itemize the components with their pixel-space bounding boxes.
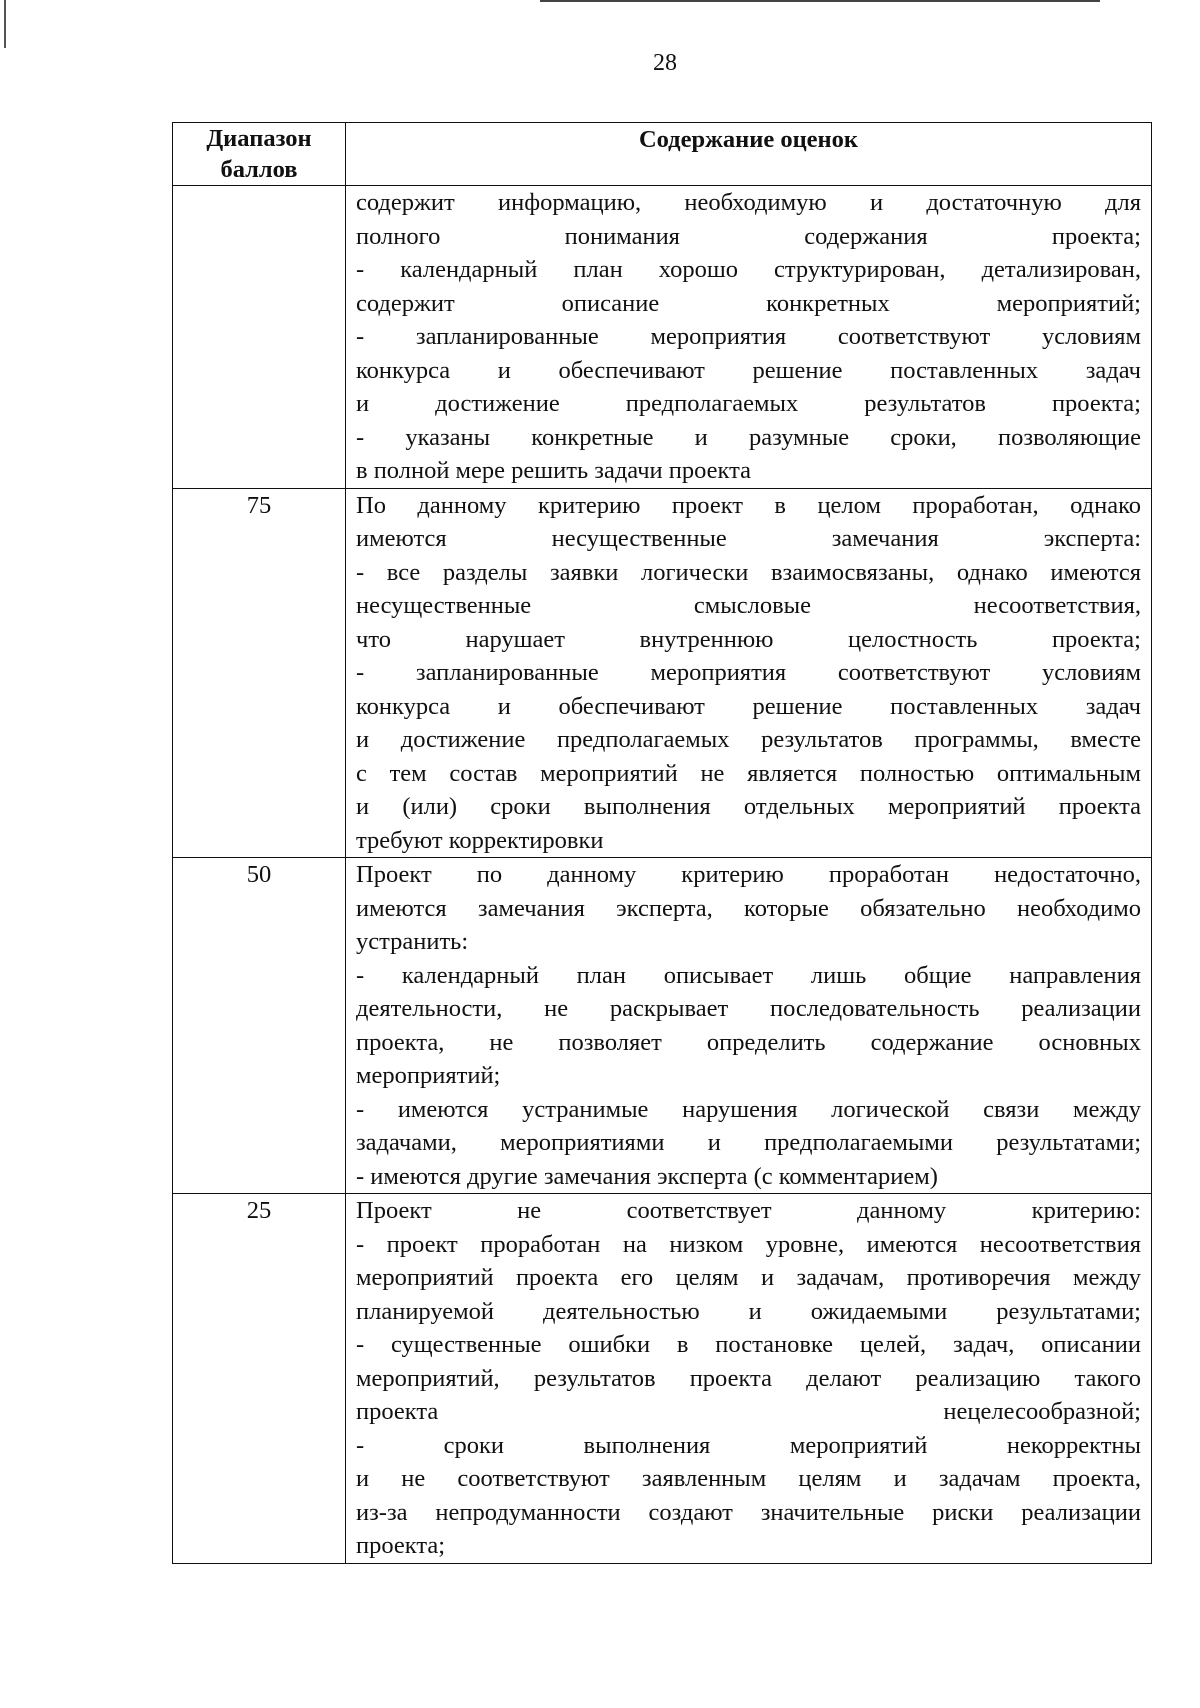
description-line: - сроки выполнения мероприятий некорректны (356, 1431, 1141, 1459)
description-line: - календарный план хорошо структурирован, детализирован, (356, 256, 1141, 283)
page-number: 28 (653, 50, 677, 76)
description-line: устранить: (356, 928, 469, 955)
description-line: Проект не соответствует данному критерию: (356, 1197, 1141, 1224)
description-line: По данному критерию проект в целом проработан, однако (356, 491, 1141, 519)
table-body (173, 186, 1152, 1564)
description-line: полного понимания содержания проекта; (356, 222, 1141, 250)
scan-left-edge (4, 0, 6, 48)
description-line: проекта нецелесообразной; (356, 1398, 1141, 1425)
description-line: имеются несущественные замечания эксперта: (356, 525, 1141, 552)
description-line: содержит описание конкретных мероприятий; (356, 289, 1141, 317)
description-line: из-за непродуманности создают значительные риски реализации (356, 1498, 1141, 1526)
description-line: - существенные ошибки в постановке целей, задач, описании (356, 1331, 1141, 1358)
description-line: Проект по данному критерию проработан недостаточно, (356, 861, 1141, 888)
description-line: - проект проработан на низком уровне, имеются несоответствия (356, 1230, 1141, 1258)
score-range-cell: 50 (173, 858, 346, 1194)
description-line: - календарный план описывает лишь общие направления (356, 961, 1141, 989)
score-range-cell (173, 186, 346, 489)
description-line: - указаны конкретные и разумные сроки, позволяющие (356, 423, 1141, 451)
description-line: в полной мере решить задачи проекта (356, 457, 752, 484)
description-line: деятельности, не раскрывает последовательность реализации (356, 995, 1141, 1022)
description-line: несущественные смысловые несоответствия, (356, 592, 1141, 619)
description-line: имеются замечания эксперта, которые обязательно необходимо (356, 894, 1141, 922)
description-line: - запланированные мероприятия соответствуют условиям (356, 659, 1141, 686)
description-line: задачами, мероприятиями и предполагаемыми результатами; (356, 1129, 1141, 1156)
scan-top-rule (540, 0, 1100, 2)
score-range-cell: 25 (173, 1194, 346, 1564)
score-criteria-table (172, 122, 1152, 1564)
header-content: Содержание оценок (346, 123, 1152, 186)
score-description-cell (346, 1194, 1152, 1564)
description-line: - имеются другие замечания эксперта (с комментарием) (356, 1162, 938, 1190)
description-line: проекта; (356, 1532, 446, 1559)
description-line: требуют корректировки (356, 826, 604, 854)
description-line: и не соответствуют заявленным целям и задачам проекта, (356, 1465, 1141, 1492)
table-header-row (173, 123, 1152, 186)
description-line: содержит информацию, необходимую и достаточную для (356, 189, 1141, 216)
description-line: проекта, не позволяет определить содержание основных (356, 1028, 1141, 1056)
score-description-cell (346, 858, 1152, 1194)
description-line: что нарушает внутреннюю целостность проекта; (356, 625, 1141, 653)
score-range-cell: 75 (173, 488, 346, 858)
table-row (173, 488, 1152, 858)
description-line: планируемой деятельностью и ожидаемыми результатами; (356, 1297, 1141, 1325)
description-line: с тем состав мероприятий не является полностью оптимальным (356, 759, 1141, 787)
description-line: - все разделы заявки логически взаимосвязаны, однако имеются (356, 558, 1141, 586)
table-row (173, 186, 1152, 489)
description-line: мероприятий; (356, 1062, 501, 1089)
header-range: Диапазон баллов (173, 123, 346, 186)
description-line: и достижение предполагаемых результатов проекта; (356, 390, 1141, 417)
description-line: мероприятий проекта его целям и задачам, противоречия между (356, 1264, 1141, 1291)
description-line: и достижение предполагаемых результатов программы, вместе (356, 726, 1141, 753)
description-line: мероприятий, результатов проекта делают реализацию такого (356, 1364, 1141, 1392)
score-description-cell (346, 186, 1152, 489)
description-line: конкурса и обеспечивают решение поставленных задач (356, 356, 1141, 384)
description-line: - запланированные мероприятия соответствуют условиям (356, 323, 1141, 350)
table-row (173, 858, 1152, 1194)
description-line: конкурса и обеспечивают решение поставленных задач (356, 692, 1141, 720)
table-row (173, 1194, 1152, 1564)
score-description-cell (346, 488, 1152, 858)
description-line: и (или) сроки выполнения отдельных мероприятий проекта (356, 793, 1141, 820)
description-line: - имеются устранимые нарушения логической связи между (356, 1095, 1141, 1123)
